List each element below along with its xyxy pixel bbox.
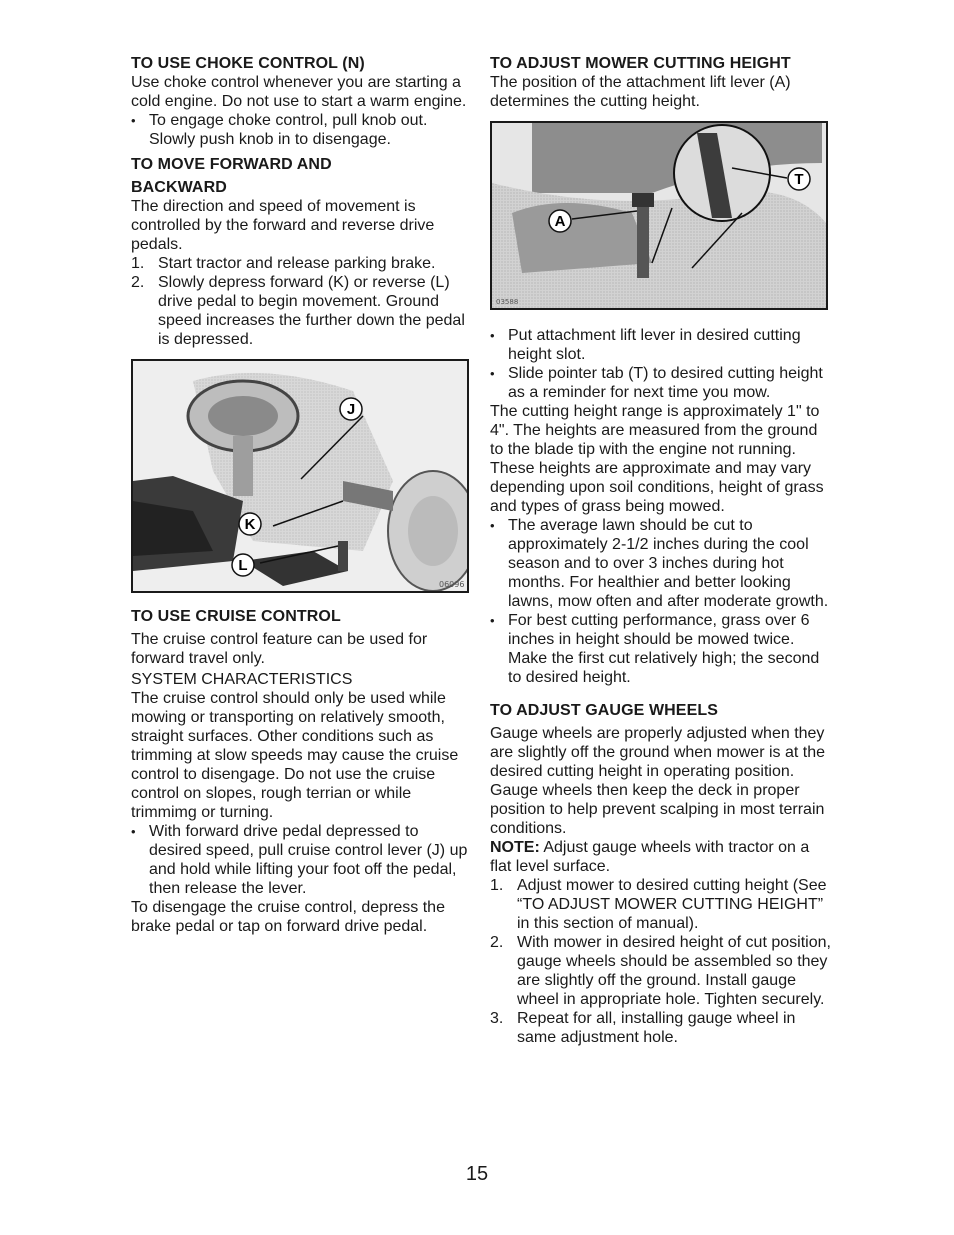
callout-l: L [238, 557, 248, 574]
forward-body: The direction and speed of movement is controlled by the forward and reverse drive pedals. [131, 198, 435, 253]
note-text: Adjust gauge wheels with tractor on a flat level surface. [490, 839, 810, 875]
forward-step [131, 273, 471, 349]
mower-body: The position of the attachment lift lever (A) determines the cutting height. [490, 74, 791, 110]
mower-bullet-text: Put attachment lift lever in desired cutting height slot. [508, 327, 801, 363]
mower-body2: The cutting height range is approximately 1" to 4". The heights are measured from the ground to the blade tip with the engine not running. These heights are approximate and may vary depending upon soil conditions, height of grass and types of grass being mowed. [490, 403, 824, 515]
drive-pedal-illustration [133, 361, 467, 591]
mower-bullet-text: For best cutting performance, grass over 6 inches in height should be mowed twice. Make the first cut relatively high; the second to desired height. [508, 612, 820, 686]
choke-bullet-text: To engage choke control, pull knob out. Slowly push knob in to disengage. [149, 112, 428, 148]
bullet-mark: • [490, 518, 495, 533]
gauge-body: Gauge wheels are properly adjusted when they are slightly off the ground when mower is at the desired cutting height in operating position. Gauge wheels then keep the deck in proper position to help prevent scalping in most terrain conditions. [490, 725, 825, 837]
page-number: 15 [465, 1163, 489, 1185]
mower-bullet [490, 611, 835, 687]
mower-bullet [490, 364, 835, 402]
step-text: Start tractor and release parking brake. [158, 255, 436, 272]
note-label: NOTE: [490, 839, 540, 856]
right-column [490, 54, 835, 1047]
cruise-bullet [131, 822, 471, 898]
step-text: Slowly depress forward (K) or reverse (L) drive pedal to begin movement. Ground speed increases the further down the pedal is depressed. [158, 274, 465, 348]
figure-code: 06096 [439, 580, 465, 589]
choke-heading: TO USE CHOKE CONTROL (N) [131, 55, 365, 72]
step-number: 1. [131, 255, 145, 272]
step-text: Adjust mower to desired cutting height (See “TO ADJUST MOWER CUTTING HEIGHT” in this section of manual). [517, 877, 827, 932]
step-text: With mower in desired height of cut position, gauge wheels should be assembled so they are slightly off the ground. Install gauge wheel in appropriate hole. Tighten securely. [517, 934, 831, 1008]
cruise-body: The cruise control feature can be used for forward travel only. [131, 631, 428, 667]
step-number: 2. [490, 934, 504, 951]
cruise-body3: To disengage the cruise control, depress the brake pedal or tap on forward drive pedal. [131, 899, 445, 935]
step-number: 2. [131, 274, 145, 291]
gauge-step [490, 1009, 835, 1047]
bullet-mark: • [490, 613, 495, 628]
left-column [131, 54, 471, 936]
step-number: 1. [490, 877, 504, 894]
mower-bullet [490, 326, 835, 364]
gauge-step [490, 933, 835, 1009]
forward-step [131, 254, 471, 273]
bullet-mark: • [131, 113, 136, 128]
bullet-mark: • [490, 366, 495, 381]
callout-a: A [554, 213, 566, 230]
cruise-bullet-text: With forward drive pedal depressed to desired speed, pull cruise control lever (J) up and hold while lifting your foot off the pedal, then release the lever. [149, 823, 468, 897]
figure-drive-pedals [131, 359, 469, 593]
mower-bullet-text: Slide pointer tab (T) to desired cutting height as a reminder for next time you mow. [508, 365, 823, 401]
cruise-subheading: SYSTEM CHARACTERISTICS [131, 671, 353, 688]
cruise-body2: The cruise control should only be used while mowing or transporting on relatively smooth, straight surfaces. Other conditions such as trimming at slow speeds may cause the cruise control to disengage. Do not use the cruise control on slopes, rough terrian or while trimmimg or turning. [131, 690, 459, 821]
step-number: 3. [490, 1010, 504, 1027]
gauge-note [490, 838, 835, 876]
figure-code: 03588 [496, 298, 519, 306]
bullet-mark: • [131, 824, 136, 839]
mower-bullet [490, 516, 835, 611]
callout-k: K [244, 516, 256, 533]
cruise-heading: TO USE CRUISE CONTROL [131, 608, 341, 625]
step-text: Repeat for all, installing gauge wheel in same adjustment hole. [517, 1010, 796, 1046]
callout-j: J [346, 401, 356, 418]
gauge-step [490, 876, 835, 933]
callout-t: T [794, 171, 804, 188]
forward-heading-line1: TO MOVE FORWARD AND [131, 156, 332, 173]
gauge-heading: TO ADJUST GAUGE WHEELS [490, 702, 718, 719]
forward-heading-line2: BACKWARD [131, 179, 227, 196]
mower-heading: TO ADJUST MOWER CUTTING HEIGHT [490, 55, 791, 72]
choke-body: Use choke control whenever you are starting a cold engine. Do not use to start a warm engine. [131, 74, 467, 110]
bullet-mark: • [490, 328, 495, 343]
lift-lever-illustration [492, 123, 826, 308]
choke-bullet [131, 111, 471, 149]
figure-lift-lever [490, 121, 828, 310]
mower-bullet-text: The average lawn should be cut to approximately 2-1/2 inches during the cool season and to over 3 inches during hot months. For healthier and better looking lawns, mow often and after moderate growth. [508, 517, 829, 610]
